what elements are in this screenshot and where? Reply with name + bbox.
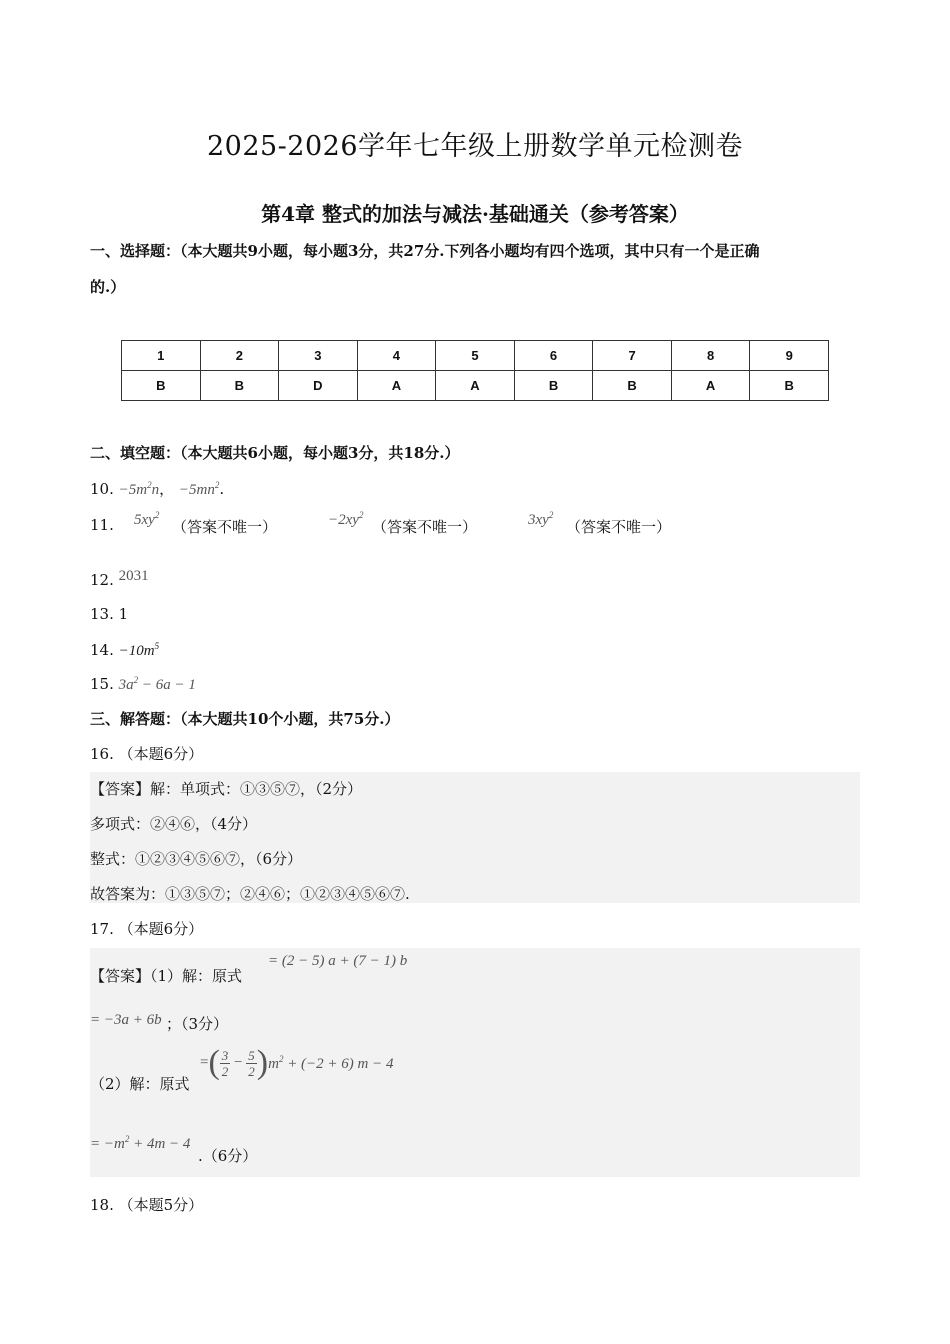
q17-line-2-suffix: ；（3分）	[166, 1015, 229, 1033]
q17-line-1-math: = (2 − 5) a + (7 − 1) b	[268, 953, 408, 969]
q11-note-1: （答案不唯一）	[172, 518, 278, 536]
answer-table-answer-row	[122, 371, 829, 401]
table-cell: 2	[200, 341, 279, 371]
table-cell: A	[436, 371, 515, 401]
q10	[90, 478, 224, 499]
period: .	[219, 480, 225, 498]
answer-table	[121, 340, 829, 401]
question-number: 14.	[90, 641, 114, 659]
q14-answer: $-10m^5$	[118, 641, 160, 659]
fraction: $\frac{5}{2}$	[248, 1047, 255, 1079]
q18-label: 18. （本题5分）	[90, 1196, 204, 1214]
q11-note-2: （答案不唯一）	[372, 518, 478, 536]
question-number: 13.	[90, 605, 114, 623]
q10-answer-2: $-5mn^2$	[178, 480, 220, 498]
q10-answer-1: $-5m^2n$	[118, 480, 160, 498]
table-cell: 3	[279, 341, 358, 371]
table-cell: 1	[122, 341, 201, 371]
q12	[90, 568, 149, 590]
section1-heading-cont: 的.）	[90, 278, 126, 296]
q17-line-2-math: = −3a + 6b	[90, 1012, 162, 1028]
table-cell: 7	[593, 341, 672, 371]
section1-heading: 一、选择题：（本大题共9小题，每小题3分，共27分.下列各小题均有四个选项，其中只有一个是正确	[90, 242, 760, 260]
table-cell: D	[279, 371, 358, 401]
question-number: 11.	[90, 516, 114, 534]
q16-line-4: 故答案为：①③⑤⑦；②④⑥；①②③④⑤⑥⑦.	[90, 885, 410, 903]
page-subtitle: 第4章 整式的加法与减法·基础通关（参考答案）	[261, 202, 689, 226]
question-number: 10.	[90, 480, 114, 498]
q11-answer-3: $3xy^2$	[528, 510, 554, 528]
q16-line-1: 【答案】解：单项式：①③⑤⑦，（2分）	[90, 780, 363, 798]
table-cell: A	[671, 371, 750, 401]
q12-answer: 2031	[118, 568, 149, 584]
q16-line-2: 多项式：②④⑥，（4分）	[90, 815, 258, 833]
q17-line-1-prefix: 【答案】（1）解：原式	[90, 967, 243, 985]
table-cell: A	[357, 371, 436, 401]
question-number: 15.	[90, 675, 114, 693]
table-cell: 8	[671, 341, 750, 371]
q16-label: 16. （本题6分）	[90, 745, 204, 763]
q17-line-4-math: = $-m^2 + 4m - 4$	[90, 1134, 191, 1152]
q11-note-3: （答案不唯一）	[566, 518, 672, 536]
page-title: 2025-2026学年七年级上册数学单元检测卷	[206, 131, 744, 162]
table-cell: B	[200, 371, 279, 401]
table-cell: B	[593, 371, 672, 401]
section2-heading: 二、填空题：（本大题共6小题，每小题3分，共18分.）	[90, 444, 460, 462]
answer-table-number-row	[122, 341, 829, 371]
table-cell: B	[750, 371, 829, 401]
q16-line-3: 整式：①②③④⑤⑥⑦，（6分）	[90, 850, 303, 868]
table-cell: B	[122, 371, 201, 401]
q17-line-3-math: =( $\frac{3}{2}$ − $\frac{5}{2}$ )$m^2 + (-2 + 6)$ m − 4	[200, 1044, 394, 1081]
table-cell: 9	[750, 341, 829, 371]
q11-answer-1: $5xy^2$	[134, 510, 160, 528]
q14	[90, 641, 159, 660]
separator: ，	[159, 480, 175, 498]
fraction: $\frac{3}{2}$	[221, 1047, 229, 1079]
table-cell: B	[514, 371, 593, 401]
q17-label: 17. （本题6分）	[90, 920, 204, 938]
table-cell: 5	[436, 341, 515, 371]
question-number: 12.	[90, 571, 114, 589]
q11-answer-2: $-2xy^2$	[328, 510, 364, 528]
q13-answer: 1	[118, 605, 129, 623]
q13	[90, 605, 128, 623]
q15	[90, 675, 196, 694]
table-cell: 6	[514, 341, 593, 371]
section3-heading: 三、解答题：（本大题共10个小题，共75分.）	[90, 710, 400, 728]
q15-answer: $3a^2 - 6a - 1$	[118, 675, 196, 693]
q17-line-3-prefix: （2）解：原式	[90, 1075, 190, 1093]
table-cell: 4	[357, 341, 436, 371]
q17-line-4-suffix: .（6分）	[198, 1147, 258, 1165]
